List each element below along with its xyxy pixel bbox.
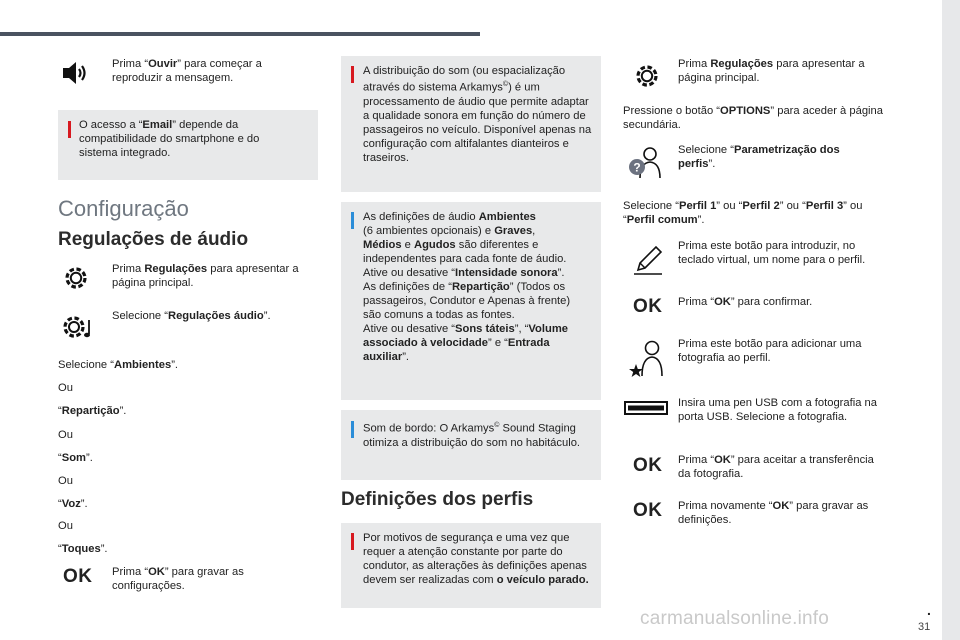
svg-text:?: ? — [633, 160, 641, 175]
or-text: Ou — [58, 429, 73, 441]
select-profile: Selecione “Perfil 1” ou “Perfil 2” ou “Perfil 3” ou “Perfil comum”. — [623, 200, 863, 226]
option-toques: “Toques”. — [58, 543, 108, 555]
info-mark — [351, 421, 354, 438]
ok-icon: OK — [633, 500, 663, 521]
info-mark — [351, 212, 354, 229]
step-settings-profiles: Prima Regulações para apresentar a página principal. — [678, 58, 865, 84]
gear-icon — [633, 62, 661, 90]
step-ok-transfer: Prima “OK” para aceitar a transferência da fotografia. — [678, 454, 874, 480]
select-profile-settings: Selecione “Parametrização dos perfis”. — [678, 144, 840, 170]
profile-question-icon — [628, 145, 664, 181]
warning-mark — [68, 121, 71, 138]
or-text: Ou — [58, 520, 73, 532]
ok-icon: OK — [63, 566, 93, 587]
or-text: Ou — [58, 382, 73, 394]
email-note-text: O acesso a “Email” depende da compatibilidade do smartphone e do sistema integrado. — [79, 119, 260, 159]
top-rule — [0, 32, 480, 36]
photo-instruction: Prima este botão para adicionar uma fotografia ao perfil. — [678, 338, 862, 364]
safety-note-text: Por motivos de segurança e uma vez que requer a atenção constante por parte do condutor, as alterações às definições apenas devem ser realizadas com o veículo parado. — [363, 532, 589, 586]
page-edge-tab — [942, 0, 960, 640]
warning-mark — [351, 66, 354, 83]
step-ok-save: Prima “OK” para gravar as configurações. — [112, 566, 244, 592]
step-ok-confirm: Prima “OK” para confirmar. — [678, 296, 813, 308]
profile-star-icon — [628, 338, 666, 378]
usb-key-icon — [624, 400, 668, 416]
gear-music-icon — [60, 312, 96, 342]
name-instruction: Prima este botão para introduzir, no teclado virtual, um nome para o perfil. — [678, 240, 866, 266]
option-som: “Som”. — [58, 452, 93, 464]
pencil-icon — [632, 244, 664, 276]
warning-mark — [351, 533, 354, 550]
usb-instruction: Insira uma pen USB com a fotografia na porta USB. Selecione a fotografia. — [678, 397, 877, 423]
ok-icon: OK — [633, 455, 663, 476]
step-audio-settings: Selecione “Regulações áudio”. — [112, 310, 271, 322]
watermark: carmanualsonline.info — [640, 608, 830, 629]
step-ok-save-profile: Prima novamente “OK” para gravar as definições. — [678, 500, 869, 526]
continuation-mark: . — [927, 602, 931, 618]
audio-info-text: As definições de áudio Ambientes (6 ambientes opcionais) e Graves, Médios e Agudos são diferentes e independentes para cada fonte de áudio. Ative ou desative “Intensidade sonora”. As definições de “Repartição” (Todos os passageiros, Condutor e Apenas à frente) são comuns a todas as fontes. Ative ou desative “Sons táteis”, “Volume associado à velocidade” e “Entrada auxiliar”. — [363, 211, 571, 363]
options-instruction: Pressione o botão “OPTIONS” para aceder à página secundária. — [623, 105, 883, 131]
section-title: Configuração — [58, 196, 189, 221]
audio-settings-title: Regulações de áudio — [58, 229, 249, 250]
sound-info-text: Som de bordo: O Arkamys© Sound Staging otimiza a distribuição do som no habitáculo. — [363, 422, 581, 449]
profiles-title: Definições dos perfis — [341, 489, 534, 510]
or-text: Ou — [58, 475, 73, 487]
select-ambientes: Selecione “Ambientes”. — [58, 359, 179, 371]
step-settings: Prima Regulações para apresentar a página principal. — [112, 263, 299, 289]
page-number: 31 — [918, 621, 931, 633]
ok-icon: OK — [633, 296, 663, 317]
speaker-icon — [62, 60, 88, 86]
arkamys-note-text: A distribuição do som (ou espacialização através do sistema Arkamys©) é um processamento de áudio que permite adaptar a qualidade sonora em função do número de passageiros no veículo. Disponível apenas na configuração com altifalantes dianteiros e traseiros. — [363, 65, 592, 164]
ouvir-instruction: Prima “Ouvir” para começar a reproduzir a mensagem. — [112, 58, 262, 84]
gear-icon — [62, 264, 90, 292]
option-reparticao: “Repartição”. — [58, 405, 127, 417]
option-voz: “Voz”. — [58, 498, 88, 510]
